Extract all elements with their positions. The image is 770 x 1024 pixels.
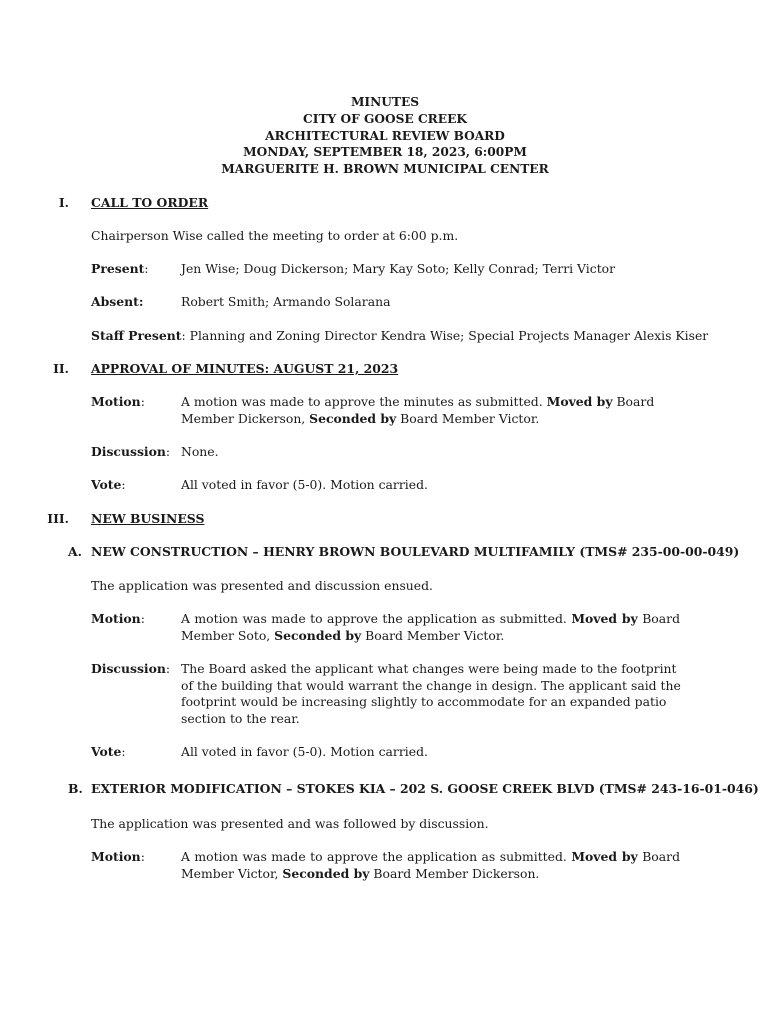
item-a-intro: The application was presented and discussion ensued. <box>91 578 433 593</box>
s2-motion-t2: Board Member Dickerson, <box>181 394 655 426</box>
absent-value: Robert Smith; Armando Solarana <box>181 294 391 309</box>
s2-discussion-label-text: Discussion <box>91 444 166 459</box>
item-a-motion-t3: Board Member Victor. <box>361 627 505 643</box>
present-colon: : <box>144 261 149 276</box>
staff-present-line <box>91 328 708 345</box>
item-a-discussion-label-text: Discussion <box>91 661 166 676</box>
item-b-intro: The application was presented and was followed by discussion. <box>91 816 489 831</box>
section-2-title: APPROVAL OF MINUTES: AUGUST 21, 2023 <box>91 361 399 376</box>
item-a-motion-colon: : <box>140 611 145 626</box>
item-a-vote-label-text: Vote <box>91 744 122 759</box>
s2-discussion-label <box>91 444 170 461</box>
section-3-title: NEW BUSINESS <box>91 511 205 526</box>
item-a-vote-value: All voted in favor (5-0). Motion carried. <box>181 744 428 759</box>
item-a-title: NEW CONSTRUCTION – HENRY BROWN BOULEVARD MULTIFAMILY (TMS# 235-00-00-049) <box>91 544 740 559</box>
section-1-numeral: I. <box>58 195 69 210</box>
present-value: Jen Wise; Doug Dickerson; Mary Kay Soto; Kelly Conrad; Terri Victor <box>181 261 616 276</box>
item-a-discussion-label <box>91 661 170 678</box>
document-header <box>0 94 770 178</box>
item-b-motion-text <box>181 849 680 882</box>
item-a-seconded-by: Seconded by <box>274 627 362 643</box>
item-a-discussion-value: The Board asked the applicant what changes were being made to the footprint of the building that would warrant the change in design. The applicant said the footprint would be increasing slightly to accommodate for an expanded patio section to the rear. <box>181 661 681 726</box>
s2-moved-by: Moved by <box>546 394 613 409</box>
s2-motion-text <box>181 394 681 427</box>
item-a-motion-label-text: Motion <box>91 611 141 626</box>
header-date: MONDAY, SEPTEMBER 18, 2023, 6:00PM <box>243 145 527 160</box>
s2-discussion-value: None. <box>181 444 219 459</box>
item-a-vote-label <box>91 744 126 761</box>
item-b-motion-t3: Board Member Dickerson. <box>369 865 540 881</box>
item-b-letter: B. <box>68 781 83 796</box>
present-label-text: Present <box>91 261 145 276</box>
item-b-motion-label-text: Motion <box>91 849 141 864</box>
item-a-motion-t1: A motion was made to approve the application as submitted. <box>181 611 572 626</box>
header-board: ARCHITECTURAL REVIEW BOARD <box>265 128 505 143</box>
s2-vote-label-text: Vote <box>91 477 122 492</box>
item-a-discussion-colon: : <box>165 661 171 676</box>
item-a-motion-label <box>91 611 145 628</box>
header-city: CITY OF GOOSE CREEK <box>303 111 467 126</box>
item-a-motion-text <box>181 611 680 644</box>
item-b-moved-by: Moved by <box>571 849 638 864</box>
item-a-moved-by: Moved by <box>571 611 638 626</box>
item-b-title: EXTERIOR MODIFICATION – STOKES KIA – 202 S. GOOSE CREEK BLVD (TMS# 243-16-01-046) <box>91 781 759 796</box>
s2-vote-value: All voted in favor (5-0). Motion carried. <box>181 477 428 492</box>
header-minutes: MINUTES <box>350 95 420 109</box>
s2-discussion-colon: : <box>165 444 171 459</box>
section-3-numeral: III. <box>47 511 69 526</box>
item-a-letter: A. <box>68 544 82 559</box>
item-b-motion-t1: A motion was made to approve the application as submitted. <box>181 849 572 864</box>
absent-label: Absent: <box>91 294 144 309</box>
s2-motion-t3: Board Member Victor. <box>396 410 540 426</box>
header-location: MARGUERITE H. BROWN MUNICIPAL CENTER <box>221 162 549 177</box>
section-1-title: CALL TO ORDER <box>91 195 209 210</box>
s2-motion-colon: : <box>140 394 145 409</box>
s2-motion-t1: A motion was made to approve the minutes as submitted. <box>181 394 547 409</box>
staff-present-value: : Planning and Zoning Director Kendra Wise; Special Projects Manager Alexis Kiser <box>181 328 709 343</box>
s2-vote-colon: : <box>121 477 126 492</box>
section-2-numeral: II. <box>53 361 69 376</box>
call-to-order-text: Chairperson Wise called the meeting to order at 6:00 p.m. <box>91 228 459 243</box>
item-a-vote-colon: : <box>121 744 126 759</box>
item-b-seconded-by: Seconded by <box>282 865 370 881</box>
s2-motion-label <box>91 394 145 411</box>
s2-seconded-by: Seconded by <box>309 410 397 426</box>
item-b-motion-t2: Board Member Victor, <box>181 849 680 881</box>
s2-motion-label-text: Motion <box>91 394 141 409</box>
s2-vote-label <box>91 477 126 494</box>
present-label <box>91 261 149 278</box>
staff-present-label: Staff Present <box>91 328 182 343</box>
item-b-motion-colon: : <box>140 849 145 864</box>
item-b-motion-label <box>91 849 145 866</box>
item-a-motion-t2: Board Member Soto, <box>181 611 680 643</box>
